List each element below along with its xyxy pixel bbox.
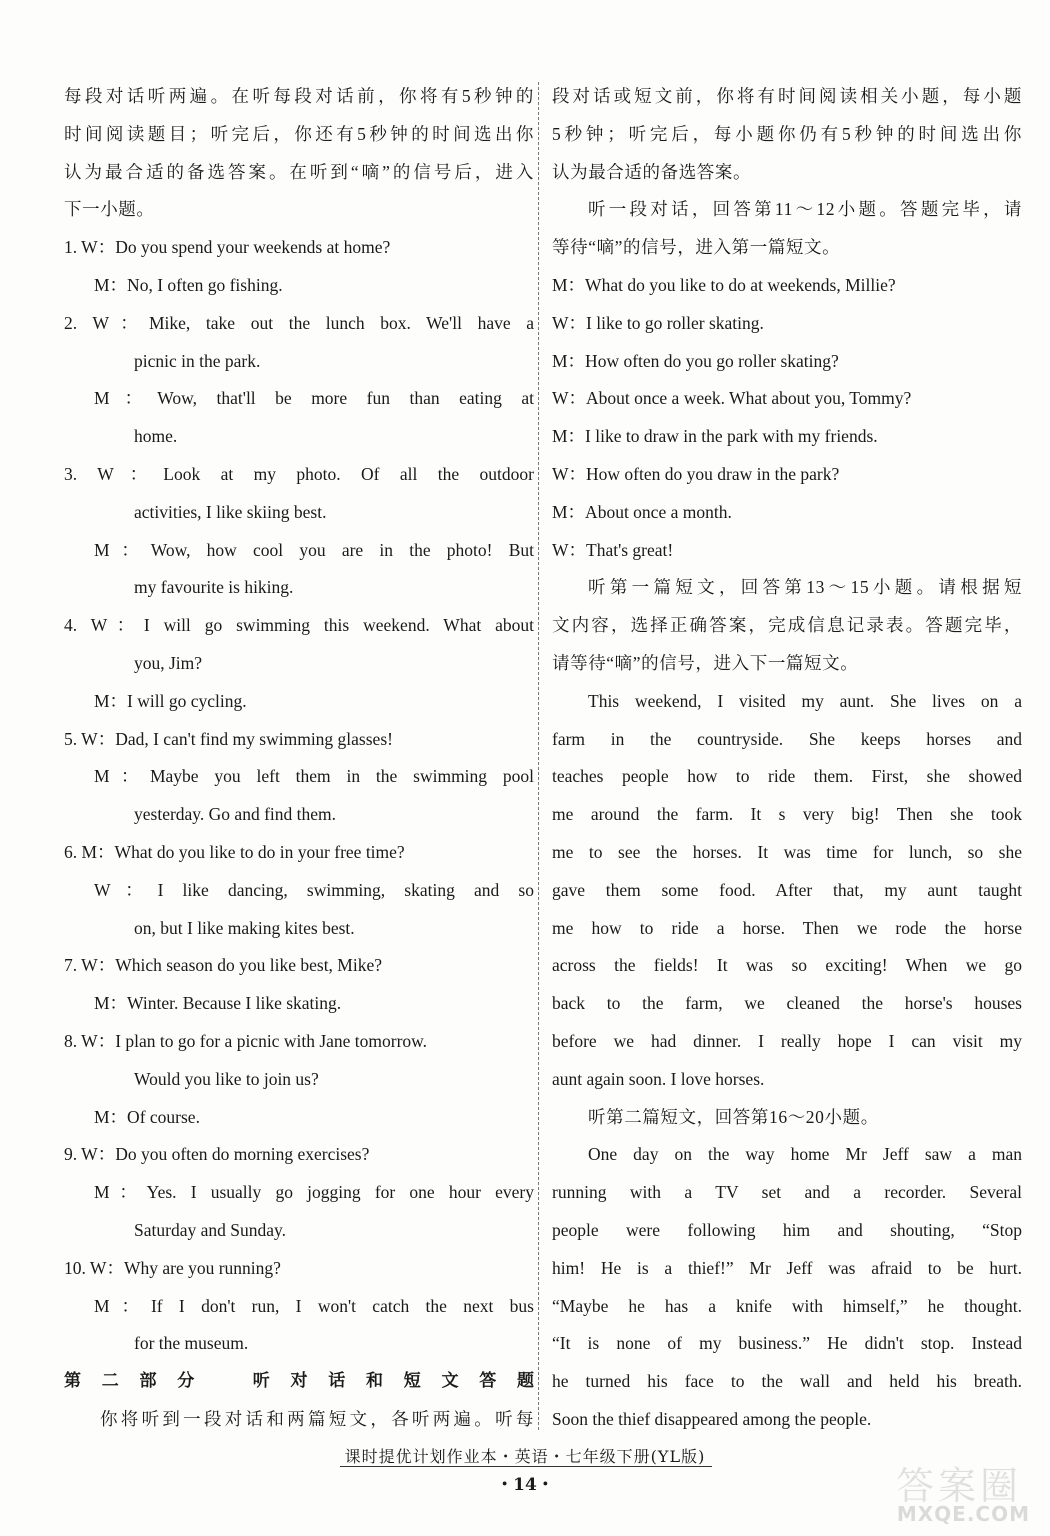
text-line: 2. W：Mike, take out the lunch box. We'll have a <box>64 312 534 333</box>
text-line: M：I will go cycling. <box>94 690 247 711</box>
text-line: 第二部分 听对话和短文答题 <box>64 1371 534 1392</box>
text-line: M：Winter. Because I like skating. <box>94 993 342 1014</box>
right-column <box>552 78 1022 1439</box>
text-line: running with a TV set and a recorder. Several <box>552 1182 1022 1203</box>
text-line: W：How often do you draw in the park? <box>552 463 840 484</box>
text-line: back to the farm, we cleaned the horse's houses <box>552 993 1022 1014</box>
text-line: M：Wow, that'll be more fun than eating at <box>94 388 534 409</box>
text-line: gave them some food. After that, my aunt taught <box>552 879 1022 900</box>
text-line: 4. W：I will go swimming this weekend. What about <box>64 615 534 636</box>
text-line: 10. W：Why are you running? <box>64 1257 281 1278</box>
text-line: M：No, I often go fishing. <box>94 274 283 295</box>
text-line: before we had dinner. I really hope I can visit my <box>552 1030 1022 1051</box>
text-line: Saturday and Sunday. <box>134 1219 286 1240</box>
text-line: M：How often do you go roller skating? <box>552 350 839 371</box>
text-line: activities, I like skiing best. <box>134 501 327 522</box>
text-line: M：Wow, how cool you are in the photo! But <box>94 539 534 560</box>
text-line: 认为最合适的备选答案。在听到“嘀”的信号后，进入 <box>64 161 534 182</box>
text-line: 时间阅读题目；听完后，你还有5秒钟的时间选出你 <box>64 123 534 144</box>
text-line: he turned his face to the wall and held his breath. <box>552 1371 1022 1392</box>
text-line: M：If I don't run, I won't catch the next bus <box>94 1295 534 1316</box>
text-line: 段对话或短文前，你将有时间阅读相关小题，每小题 <box>552 86 1022 106</box>
text-line: aunt again soon. I love horses. <box>552 1068 765 1089</box>
text-line: M：Yes. I usually go jogging for one hour every <box>94 1182 534 1203</box>
text-line: One day on the way home Mr Jeff saw a man <box>588 1144 1022 1165</box>
text-line: 5. W：Dad, I can't find my swimming glasses! <box>64 728 393 749</box>
text-line: farm in the countryside. She keeps horses and <box>552 728 1022 749</box>
left-column <box>64 78 534 1439</box>
text-line: “Maybe he has a knife with himself,” he thought. <box>552 1295 1022 1316</box>
text-line: Soon the thief disappeared among the people. <box>552 1408 872 1429</box>
text-line: 听第一篇短文，回答第13～15小题。请根据短 <box>588 577 1022 598</box>
watermark-logo: 答案圈 <box>895 1464 1022 1508</box>
text-line: This weekend, I visited my aunt. She lives on a <box>588 690 1022 711</box>
text-line: people were following him and shouting, “Stop <box>552 1219 1022 1240</box>
text-line: 请等待“嘀”的信号，进入下一篇短文。 <box>552 652 859 673</box>
text-line: 下一小题。 <box>64 199 155 220</box>
text-line: W：About once a week. What about you, Tommy? <box>552 388 912 409</box>
watermark <box>860 1455 1030 1530</box>
text-line: 9. W：Do you often do morning exercises? <box>64 1144 370 1165</box>
text-line: 你将听到一段对话和两篇短文，各听两遍。听每 <box>100 1408 534 1429</box>
text-line: W：I like to go roller skating. <box>552 312 764 333</box>
footer-title: 课时提优计划作业本・英语・七年级下册(YL版) <box>344 1447 706 1466</box>
text-line: 听第二篇短文，回答第16～20小题。 <box>588 1106 879 1127</box>
text-line: M：About once a month. <box>552 501 732 522</box>
text-line: 8. W：I plan to go for a picnic with Jane tomorrow. <box>64 1030 428 1051</box>
text-line: my favourite is hiking. <box>134 577 294 598</box>
text-line: 等待“嘀”的信号，进入第一篇短文。 <box>552 237 841 258</box>
text-line: 1. W：Do you spend your weekends at home? <box>64 237 391 258</box>
text-line: me to see the horses. It was time for lunch, so she <box>552 841 1022 862</box>
text-line: teaches people how to ride them. First, she showed <box>552 766 1022 787</box>
page-number: ・14・ <box>496 1475 554 1495</box>
text-line: 7. W：Which season do you like best, Mike? <box>64 955 383 976</box>
text-line: for the museum. <box>134 1333 249 1354</box>
text-line: 认为最合适的备选答案。 <box>552 161 752 182</box>
text-line: him! He is a thief!” Mr Jeff was afraid to be hurt. <box>552 1257 1022 1278</box>
footer-rule <box>340 1466 712 1467</box>
text-line: 文内容，选择正确答案，完成信息记录表。答题完毕， <box>552 615 1022 636</box>
text-line: picnic in the park. <box>134 350 261 371</box>
text-line: me around the farm. It s very big! Then she took <box>552 804 1022 825</box>
text-line: 6. M：What do you like to do in your free time? <box>64 841 405 862</box>
text-line: home. <box>134 426 178 447</box>
text-line: you, Jim? <box>134 652 203 673</box>
text-line: 听一段对话，回答第11～12小题。答题完毕，请 <box>588 199 1022 220</box>
text-line: M：Maybe you left them in the swimming pool <box>94 766 534 787</box>
text-line: on, but I like making kites best. <box>134 917 355 938</box>
text-line: W：I like dancing, swimming, skating and so <box>94 879 534 900</box>
text-line: M：Of course. <box>94 1106 200 1127</box>
text-line: across the fields! It was so exciting! When we go <box>552 955 1022 976</box>
text-line: 每段对话听两遍。在听每段对话前，你将有5秒钟的 <box>64 86 534 106</box>
text-line: 5秒钟；听完后，每小题你仍有5秒钟的时间选出你 <box>552 123 1022 144</box>
text-line: W：That's great! <box>552 539 674 560</box>
text-line: “It is none of my business.” He didn't stop. Instead <box>552 1333 1022 1354</box>
watermark-text: MXQE.COM <box>896 1502 1030 1526</box>
text-line: yesterday. Go and find them. <box>134 804 337 825</box>
text-line: M：What do you like to do at weekends, Millie? <box>552 274 896 295</box>
text-line: 3. W：Look at my photo. Of all the outdoor <box>64 463 534 484</box>
text-line: M：I like to draw in the park with my friends. <box>552 426 878 447</box>
column-divider <box>538 82 539 1430</box>
text-line: Would you like to join us? <box>134 1068 319 1089</box>
text-line: me how to ride a horse. Then we rode the horse <box>552 917 1022 938</box>
